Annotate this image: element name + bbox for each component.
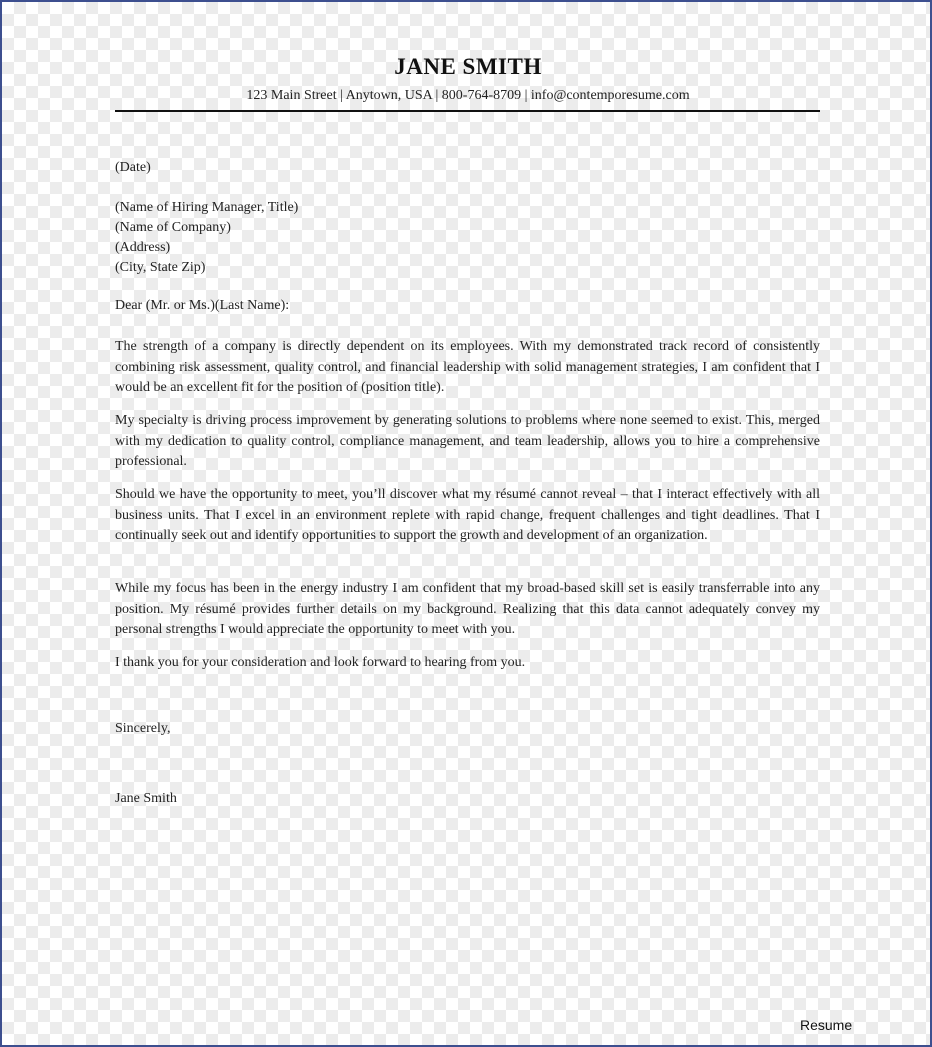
header-divider: [115, 110, 820, 112]
recipient-line: (Name of Hiring Manager, Title): [115, 200, 299, 215]
salutation: Dear (Mr. or Ms.)(Last Name):: [115, 298, 290, 313]
watermark-label: Resume: [800, 1017, 853, 1033]
contact-info: 123 Main Street | Anytown, USA | 800-764-8709 | info@contemporesume.com: [246, 88, 690, 103]
recipient-line: (Name of Company): [115, 220, 231, 235]
recipient-line: (Address): [115, 240, 171, 255]
cover-letter-page: [2, 2, 930, 1045]
body-paragraph: I thank you for your consideration and look forward to hearing from you.: [115, 655, 526, 670]
body-paragraph: My specialty is driving process improvement by generating solutions to problems where none seemed to exist. This, merged with my dedication to quality control, compliance management, and team leadership, allows you to hire a comprehensive professional.: [115, 413, 820, 469]
closing: Sincerely,: [115, 721, 171, 736]
applicant-name: JANE SMITH: [394, 54, 542, 79]
body-paragraph: The strength of a company is directly dependent on its employees. With my demonstrated track record of consistently combining risk assessment, quality control, and financial leadership with solid management strategies, I am confident that I would be an excellent fit for the position of (position title).: [115, 339, 820, 395]
body-paragraph: While my focus has been in the energy industry I am confident that my broad-based skill set is easily transferrable into any position. My résumé provides further details on my background. Realizing that this data cannot adequately convey my personal strengths I would appreciate the opportunity to meet with you.: [115, 581, 820, 637]
recipient-line: (City, State Zip): [115, 260, 206, 275]
letter-date: (Date): [115, 160, 151, 175]
signature: Jane Smith: [115, 791, 177, 806]
body-paragraph: Should we have the opportunity to meet, you’ll discover what my résumé cannot reveal – that I interact effectively with all business units. That I excel in an environment replete with rapid change, frequent challenges and tight deadlines. That I continually seek out and identify opportunities to support the growth and development of an organization.: [115, 487, 820, 543]
